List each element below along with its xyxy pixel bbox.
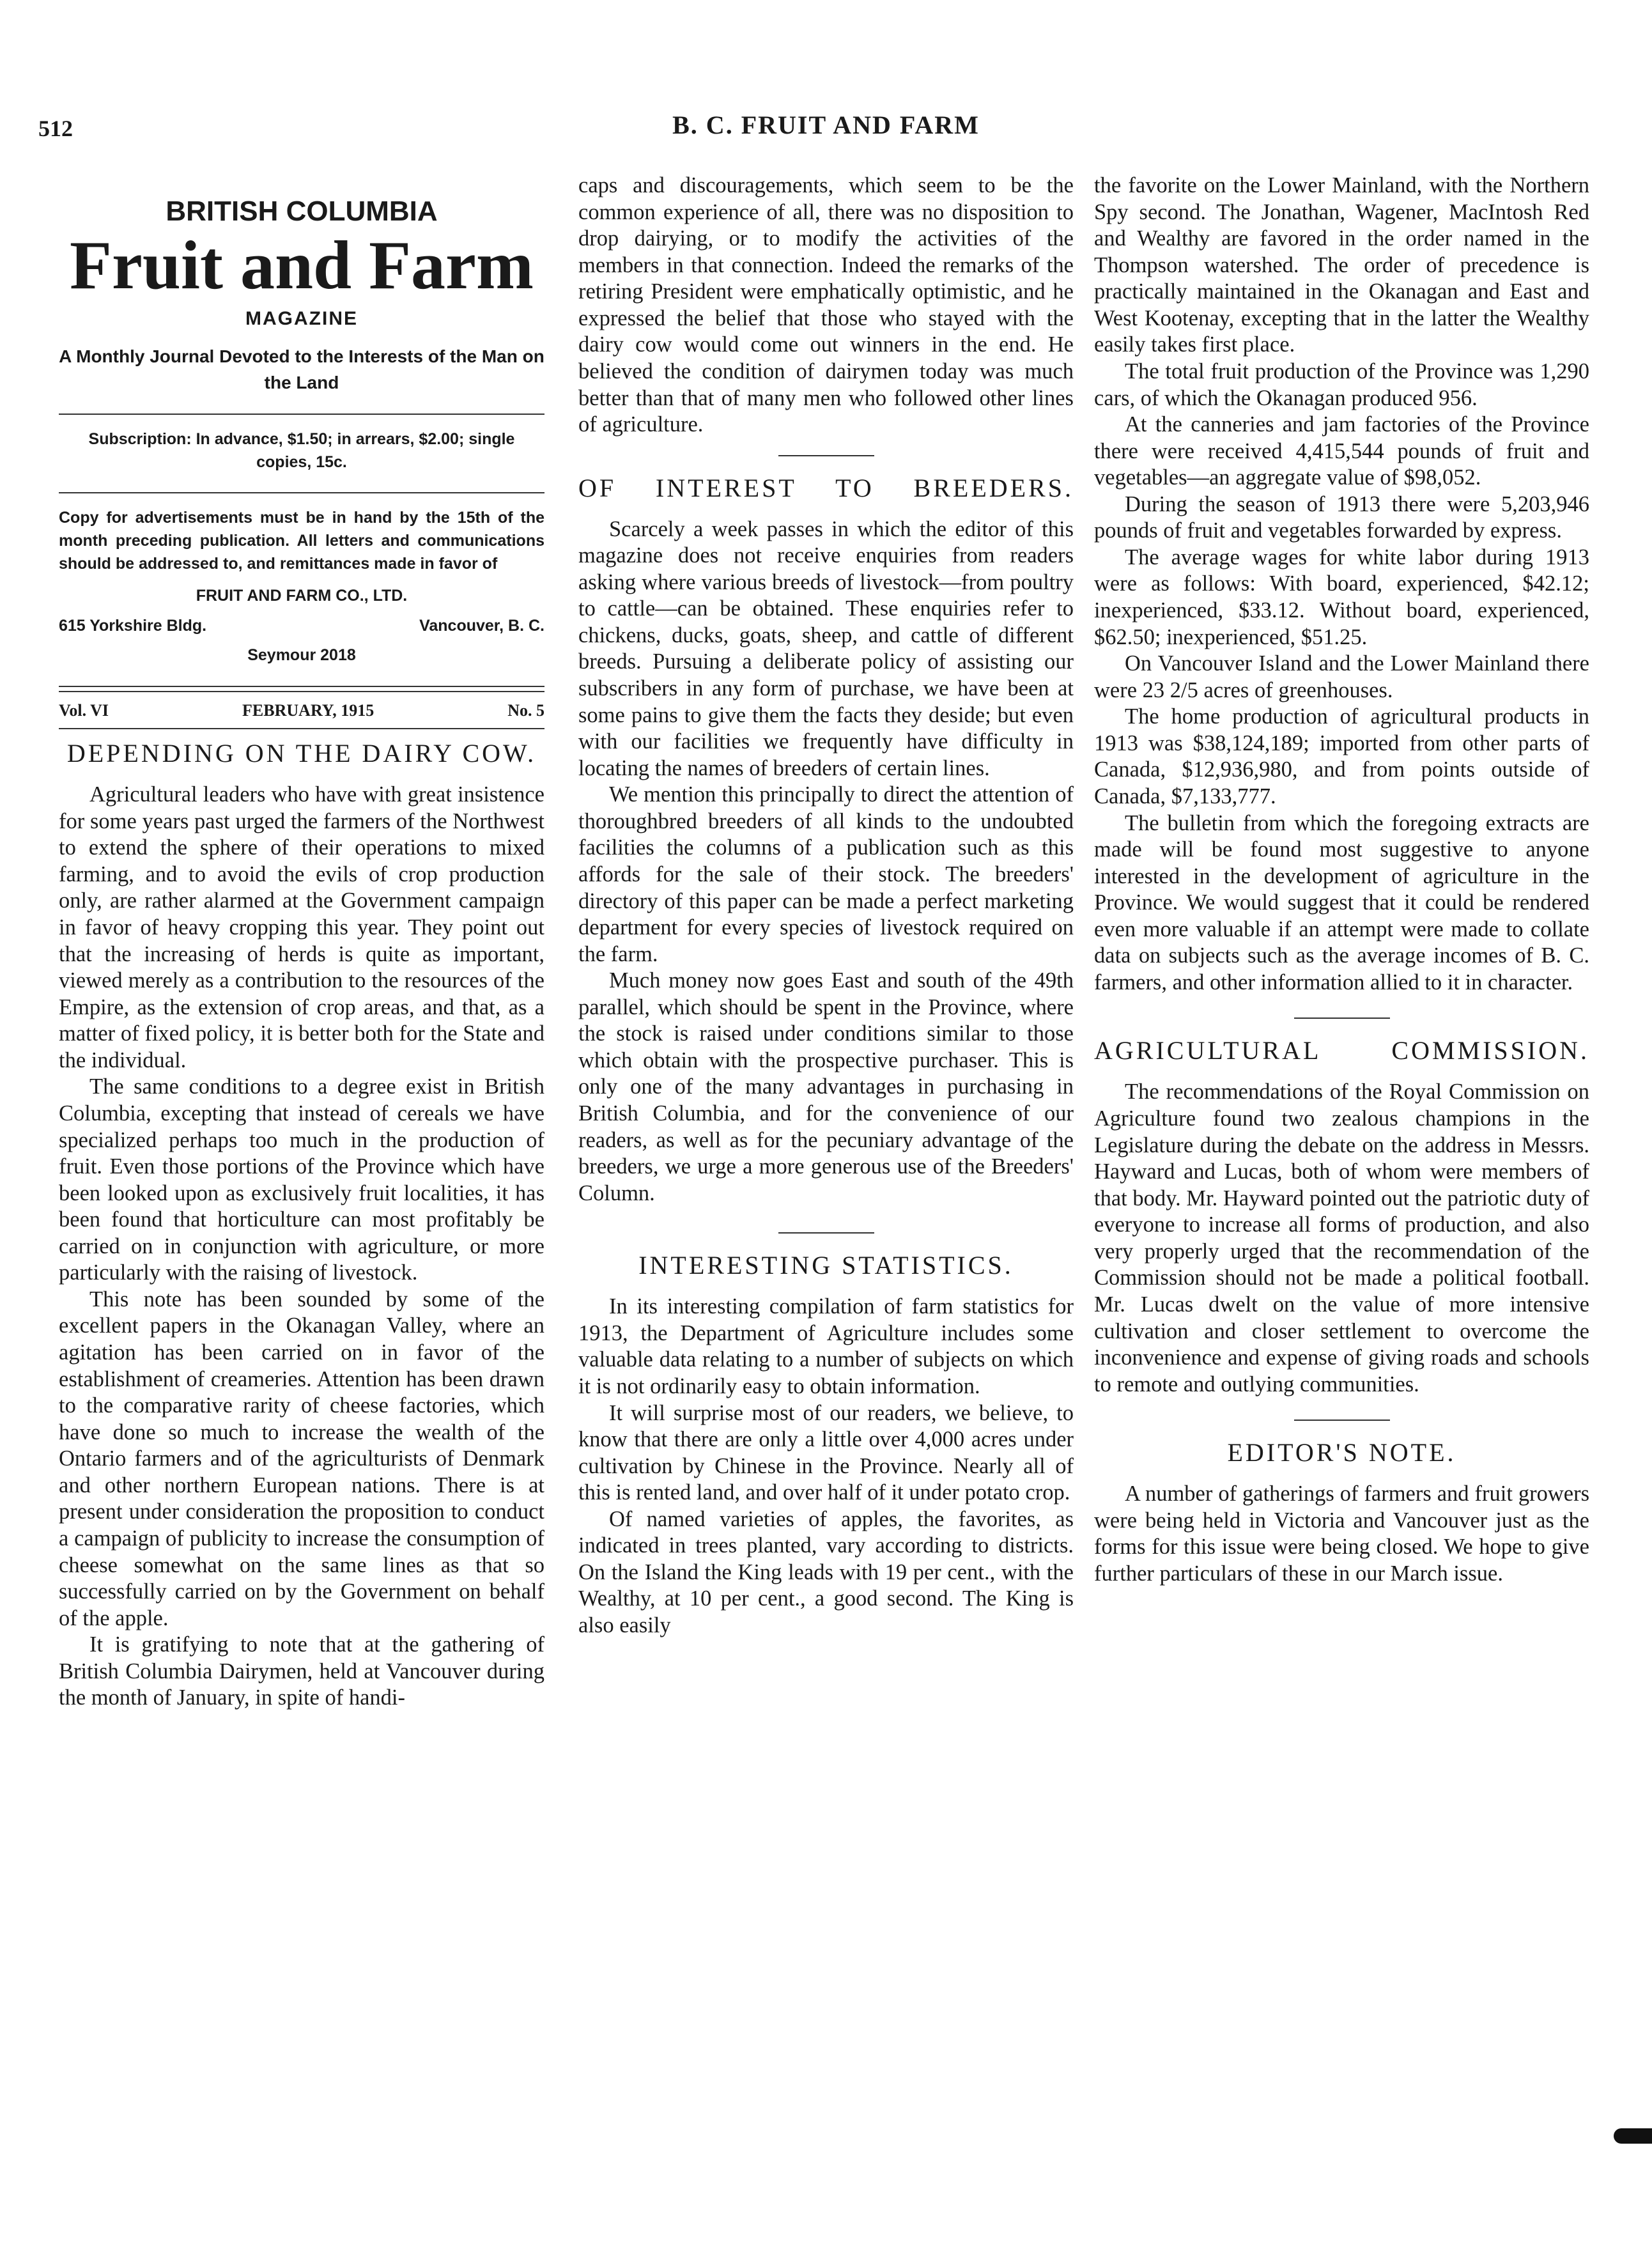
paragraph: On Vancouver Island and the Lower Mainland there were 23 2/5 acres of greenhouses. <box>1094 651 1589 702</box>
masthead-tagline: A Monthly Journal Devoted to the Interests of the Man on the Land <box>59 346 544 392</box>
divider <box>59 492 544 493</box>
article-headline: OF INTEREST TO BREEDERS. <box>578 473 1074 502</box>
divider <box>59 414 544 415</box>
masthead-publication: BRITISH COLUMBIA <box>166 196 438 227</box>
paragraph: The recommendations of the Royal Commission on Agriculture found two zealous champions in the Legislature during the debate on the address in Messrs. Hayward and Lucas, both of whom were members of that body. Mr. Hayward pointed out the patriotic duty of everyone to increase all forms of production, and also very properly urged that the recommendation of the Commission should not be made a political football. Mr. Lucas dwelt on the value of more intensive cultivation and closer settlement to overcome the inconvenience and expense of giving roads and schools to remote and outlying communities. <box>1094 1079 1589 1397</box>
article-editors-note <box>1094 1436 1589 1587</box>
paragraph-continuation: caps and discouragements, which seem to be the common experience of all, there was no disposition to drop dairying, or to modify the activities of the members in that connection. Indeed the remarks of the retiring President were emphatically optimistic, and he expressed the belief that those who stayed with the dairy cow would come out winners in the end. He believed the condition of dairymen today was much better than that of many men who followed other lines of agriculture. <box>578 173 1074 437</box>
paragraph: Much money now goes East and south of the 49th parallel, which should be spent in the Province, where the stock is raised under conditions similar to those which obtain with the prospective purchaser. This is only one of the many advantages in purchasing in British Columbia, and for the convenience of our readers, as well as for the pecuniary advantage of the breeders, we urge a more generous use of the Breeders' Column. <box>578 968 1074 1205</box>
paragraph: The same conditions to a degree exist in British Columbia, excepting that instead of cereals we have specialized perhaps too much in the production of fruit. Even those portions of the Province which have been looked upon as exclusively fruit localities, it has been found that horticulture can most profitably be carried on in conjunction with agriculture, or more particularly with the raising of livestock. <box>59 1074 544 1285</box>
paragraph: The total fruit production of the Province was 1,290 cars, of which the Okanagan produced 956. <box>1094 359 1589 410</box>
column-middle <box>578 173 1074 1639</box>
paragraph: It will surprise most of our readers, we believe, to know that there are only a little over 4,000 acres under cultivation by Chinese in the Province. Nearly all of this is rented land, and over half of it under potato crop. <box>578 1400 1074 1505</box>
paragraph: In its interesting compilation of farm statistics for 1913, the Department of Agriculture includes some valuable data relating to a number of subjects on which it is not ordinarily easy to obtain information. <box>578 1294 1074 1398</box>
running-head: B. C. FRUIT AND FARM <box>672 111 980 139</box>
divider <box>1294 1420 1390 1421</box>
issue-date: FEBRUARY, 1915 <box>242 701 374 720</box>
article-headline: EDITOR'S NOTE. <box>1227 1438 1456 1467</box>
city: Vancouver, B. C. <box>419 616 544 635</box>
phone: Seymour 2018 <box>247 646 356 664</box>
double-divider <box>59 686 544 692</box>
company-address <box>59 614 544 637</box>
paragraph-continued: It is gratifying to note that at the gathering of British Columbia Dairymen, held at Vancouver during the month of January, in spite of handi- <box>59 1632 544 1710</box>
paragraph: At the canneries and jam factories of the Province there were received 4,415,544 pounds of fruit and vegetables—an aggregate value of $98,052. <box>1094 412 1589 490</box>
divider <box>1294 1018 1390 1019</box>
issue-line <box>59 701 544 720</box>
paragraph: During the season of 1913 there were 5,203,946 pounds of fruit and vegetables forwarded by express. <box>1094 491 1589 543</box>
masthead-subtitle: MAGAZINE <box>245 308 358 329</box>
paragraph: The home production of agricultural products in 1913 was $38,124,189; imported from other parts of Canada, $12,936,980, and from points outside of Canada, $7,133,777. <box>1094 704 1589 809</box>
volume: Vol. VI <box>59 701 109 720</box>
column-left <box>59 173 544 1712</box>
divider <box>59 728 544 729</box>
article-dairy <box>59 737 544 1712</box>
divider <box>778 1232 874 1234</box>
paragraph: Agricultural leaders who have with great insistence for some years past urged the farmers of the Northwest to extend the sphere of their operations to mixed farming, and to avoid the evils of crop production only, are rather alarmed at the Government campaign in favor of heavy cropping this year. They point out that the increasing of herds is quite as important, viewed merely as a contribution to the resources of the Empire, as the extension of crop areas, and that, as a matter of fixed policy, it is better both for the State and the individual. <box>59 782 544 1072</box>
paragraph: Scarcely a week passes in which the editor of this magazine does not receive enquiries from readers asking where various breeds of livestock—from poultry to cattle—can be obtained. These enquiries refer to chickens, ducks, goats, sheep, and cattle of different breeds. Pursuing a deliberate policy of assisting our subscribers in any form of purchase, we have been at some pains to give them the facts they deside; but even with our facilities we frequently have difficulty in locating the names of breeders of certain lines. <box>578 516 1074 780</box>
page-edge-mark <box>1614 2128 1652 2144</box>
page-number: 512 <box>38 116 73 141</box>
article-headline: DEPENDING ON THE DAIRY COW. <box>66 739 537 768</box>
article-statistics <box>578 1249 1074 1639</box>
company-name: FRUIT AND FARM CO., LTD. <box>196 587 408 605</box>
article-headline: INTERESTING STATISTICS. <box>638 1251 1014 1280</box>
article-breeders <box>578 472 1074 1207</box>
paragraph: This note has been sounded by some of the excellent papers in the Okanagan Valley, where an agitation has been carried on in favor of the establishment of creameries. Attention has been drawn to the comparative rarity of cheese factories, which have done so much to increase the wealth of the Ontario farmers and of the agriculturists of Denmark and other northern European nations. There is at present under consideration the proposition to conduct a campaign of publicity to increase the consumption of cheese somewhat on the same lines as that so successfully carried on by the Government on behalf of the apple. <box>59 1287 544 1630</box>
issue-number: No. 5 <box>507 701 544 720</box>
paragraph: The bulletin from which the foregoing extracts are made will be found most suggestive to anyone interested in the development of agriculture in the Province. We would suggest that it could be rendered even more valuable if an attempt were made to collate data on subjects such as the average incomes of B. C. farmers, and other information allied to it in character. <box>1094 810 1589 994</box>
subscription-notice: Subscription: In advance, $1.50; in arrears, $2.00; single copies, 15c. <box>88 430 515 472</box>
masthead-title: Fruit and Farm <box>70 228 534 304</box>
street-address: 615 Yorkshire Bldg. <box>59 616 207 635</box>
article-headline: AGRICULTURAL COMMISSION. <box>1094 1036 1589 1065</box>
article-commission <box>1094 1034 1589 1398</box>
advertising-notice: Copy for advertisements must be in hand by the 15th of the month preceding publication. All letters and communications should be addressed to, and remittances made in favor of <box>59 508 544 573</box>
paragraph: A number of gatherings of farmers and fruit growers were being held in Victoria and Vancouver just as the forms for this issue were being closed. We hope to give further particulars of these in our March issue. <box>1094 1482 1589 1586</box>
paragraph: We mention this principally to direct the attention of thoroughbred breeders of all kinds to the undoubted facilities the columns of a publication such as this affords for the sale of their stock. The breeders' directory of this paper can be made a perfect marketing department for every species of livestock required on the farm. <box>578 782 1074 966</box>
paragraph-continued: Of named varieties of apples, the favorites, as indicated in trees planted, vary according to districts. On the Island the King leads with 19 per cent., with the Wealthy, at 10 per cent., a good second. The King is also easily <box>578 1506 1074 1637</box>
paragraph-continuation: the favorite on the Lower Mainland, with the Northern Spy second. The Jonathan, Wagener, MacIntosh Red and Wealthy are favored in the order named in the Thompson watershed. The order of precedence is practically maintained in the Okanagan and East and West Kootenay, excepting that in the latter the Wealthy easily takes first place. <box>1094 173 1589 357</box>
paragraph: The average wages for white labor during 1913 were as follows: With board, experienced, $42.12; inexperienced, $33.12. Without board, experienced, $62.50; inexperienced, $51.25. <box>1094 545 1589 649</box>
masthead <box>59 196 544 729</box>
divider <box>778 455 874 456</box>
column-right <box>1094 173 1589 1587</box>
